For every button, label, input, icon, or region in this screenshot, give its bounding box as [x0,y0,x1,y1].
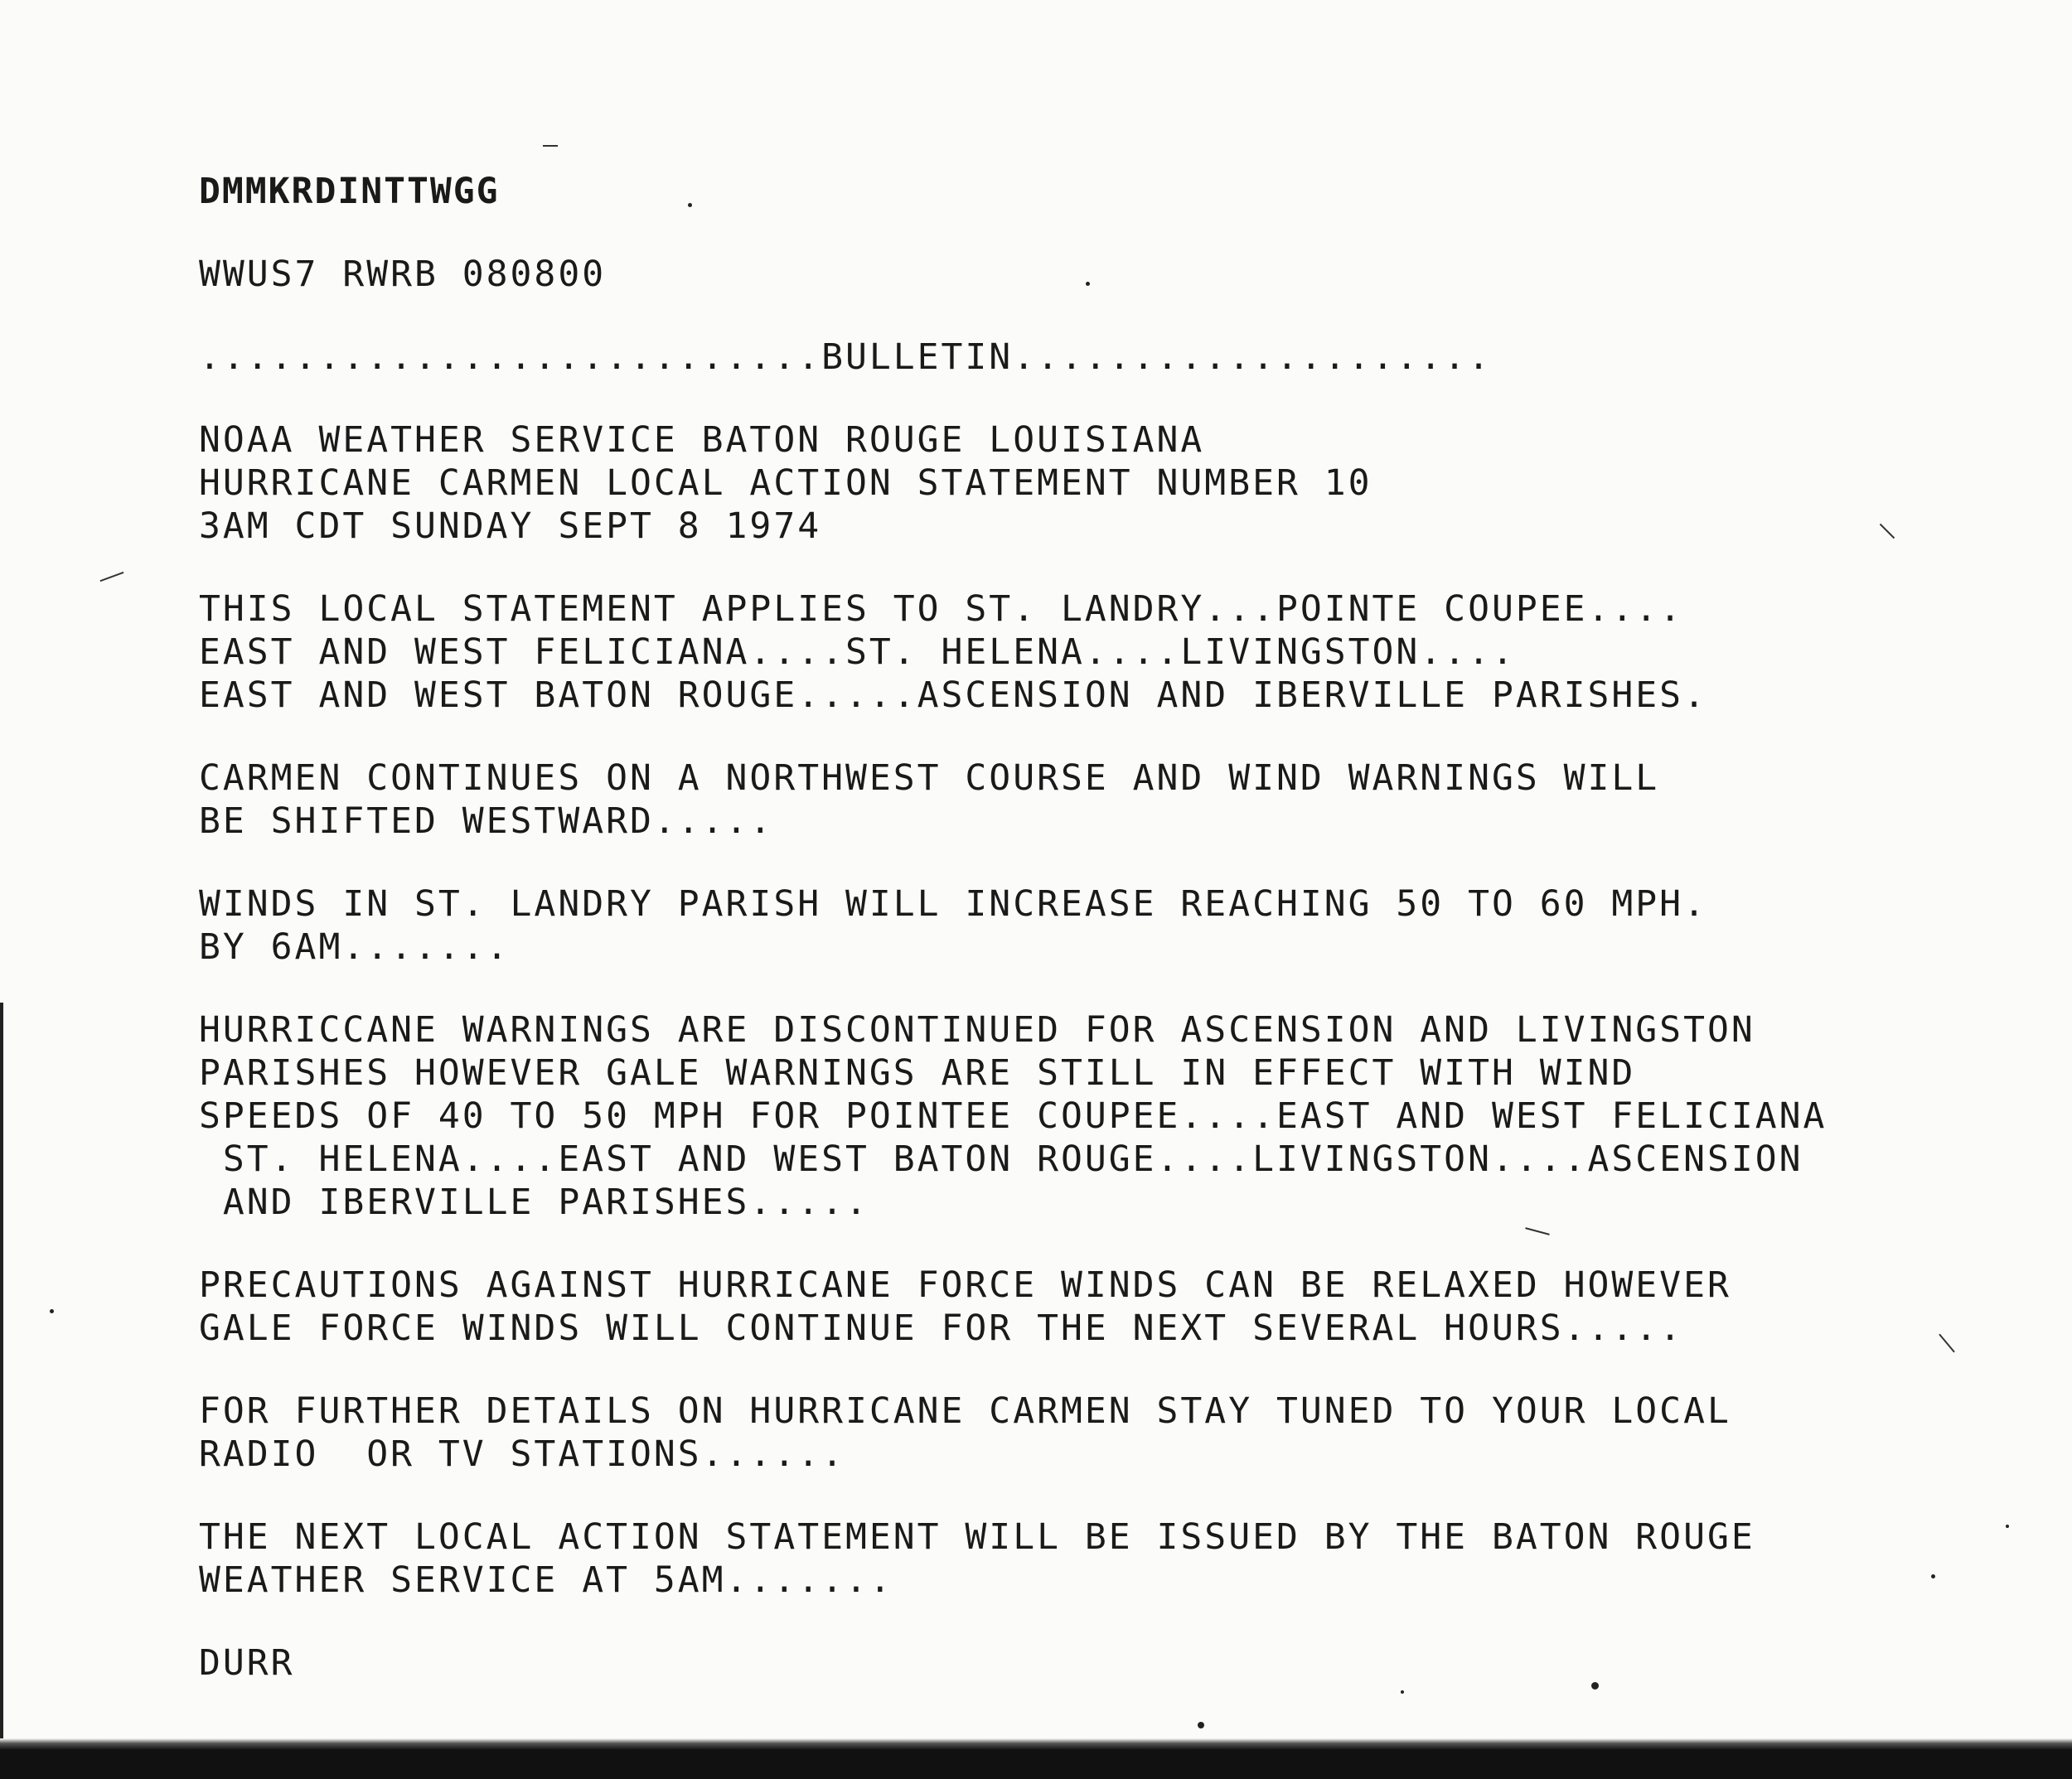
statement-date: 3AM CDT SUNDAY SEPT 8 1974 [199,505,822,547]
scan-speck [2006,1525,2009,1528]
text-line: EAST AND WEST FELICIANA....ST. HELENA....LIVINGSTON.... [199,631,1516,673]
text-line: RADIO OR TV STATIONS...... [199,1433,845,1475]
paragraph-course [199,757,1923,843]
scan-speck [1086,282,1090,286]
scan-mark [543,145,558,147]
scan-speck [1591,1682,1599,1690]
text-line: SPEEDS OF 40 TO 50 MPH FOR POINTEE COUPEE....EAST AND WEST FELICIANA [199,1095,1828,1137]
scan-mark [1939,1334,1955,1353]
message-header: WWUS7 RWRB 080800 [199,254,607,295]
scan-speck [1198,1722,1204,1728]
paragraph-applies-to [199,587,1923,717]
text-line: THIS LOCAL STATEMENT APPLIES TO ST. LANDRY...POINTE COUPEE.... [199,588,1684,630]
text-line: HURRICCANE WARNINGS ARE DISCONTINUED FOR ASCENSION AND LIVINGSTON [199,1009,1755,1051]
text-line: BY 6AM....... [199,926,511,968]
bulletin-banner: ..........................BULLETIN.................... [199,336,1492,378]
text-line: GALE FORCE WINDS WILL CONTINUE FOR THE NEXT SEVERAL HOURS..... [199,1308,1684,1349]
text-line: PRECAUTIONS AGAINST HURRICANE FORCE WINDS CAN BE RELAXED HOWEVER [199,1264,1731,1306]
scan-speck [50,1309,54,1313]
scan-mark [100,572,124,582]
office-line: NOAA WEATHER SERVICE BATON ROUGE LOUISIANA [199,419,1205,461]
office-block [199,418,1923,548]
text-line: ST. HELENA....EAST AND WEST BATON ROUGE....LIVINGSTON....ASCENSION [199,1138,1803,1180]
text-line: FOR FURTHER DETAILS ON HURRICANE CARMEN STAY TUNED TO YOUR LOCAL [199,1390,1731,1432]
text-line: PARISHES HOWEVER GALE WARNINGS ARE STILL IN EFFECT WITH WIND [199,1052,1636,1094]
paragraph-next-statement [199,1516,1923,1602]
text-line: CARMEN CONTINUES ON A NORTHWEST COURSE AND WIND WARNINGS WILL [199,757,1660,799]
paragraph-precautions [199,1264,1923,1350]
scan-speck [688,203,692,207]
paragraph-warnings [199,1008,1923,1224]
paragraph-winds [199,882,1923,969]
scan-left-edge [0,1003,3,1748]
text-line: WINDS IN ST. LANDRY PARISH WILL INCREASE REACHING 50 TO 60 MPH. [199,883,1707,925]
text-line: BE SHIFTED WESTWARD..... [199,800,774,842]
text-line: AND IBERVILLE PARISHES..... [199,1182,869,1223]
statement-title: HURRICANE CARMEN LOCAL ACTION STATEMENT NUMBER 10 [199,462,1372,504]
signature: DURR [199,1642,295,1684]
teletype-bulletin [199,170,1923,1685]
text-line: THE NEXT LOCAL ACTION STATEMENT WILL BE ISSUED BY THE BATON ROUGE [199,1516,1755,1558]
signature-block [199,1641,1923,1685]
scan-speck [1401,1690,1404,1694]
text-line: EAST AND WEST BATON ROUGE.....ASCENSION AND IBERVILLE PARISHES. [199,674,1707,716]
paragraph-details [199,1390,1923,1476]
routing-line: DMMKRDINTTWGG [199,171,500,212]
text-line: WEATHER SERVICE AT 5AM....... [199,1559,893,1601]
scan-bottom-edge [0,1738,2072,1779]
scan-speck [1931,1574,1935,1578]
